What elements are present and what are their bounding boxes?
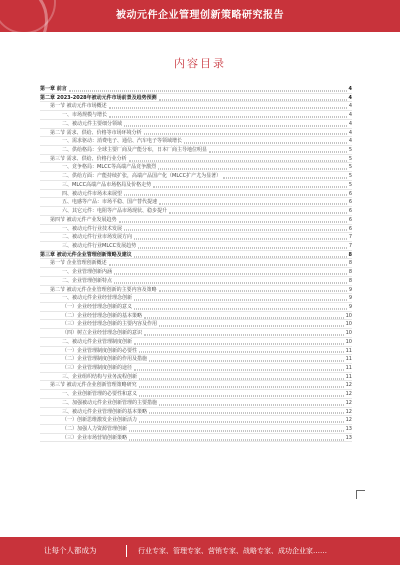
toc-entry[interactable] xyxy=(40,312,352,321)
toc-entry[interactable] xyxy=(40,408,352,417)
toc-entry-page: 12 xyxy=(345,417,352,424)
toc-entry-page: 4 xyxy=(348,129,352,136)
toc-entry-title: 三、被动元件企业管理创新的基本策略 xyxy=(62,408,148,415)
toc-entry[interactable] xyxy=(40,207,352,216)
toc-leader-dots xyxy=(184,143,347,144)
toc-entry-page: 5 xyxy=(348,155,352,162)
toc-entry-title: 一、需求驱动：消费电子、通信、汽车电子等领域增长 xyxy=(62,138,183,145)
toc-entry-page: 12 xyxy=(345,391,352,398)
toc-entry[interactable] xyxy=(40,347,352,356)
toc-entry-page: 10 xyxy=(345,330,352,337)
toc-entry-page: 4 xyxy=(348,138,352,145)
toc-entry[interactable] xyxy=(40,381,352,390)
toc-entry-title: 第一节 被动元件市场概述 xyxy=(50,103,107,110)
toc-entry[interactable] xyxy=(40,129,352,138)
footer-band xyxy=(0,537,400,565)
toc-leader-dots xyxy=(139,422,344,423)
toc-entry-page: 6 xyxy=(348,190,352,197)
toc-entry[interactable] xyxy=(40,137,352,146)
toc-entry[interactable] xyxy=(40,225,352,234)
toc-entry-page: 11 xyxy=(345,373,352,380)
toc-entry-page: 7 xyxy=(348,242,352,249)
toc-entry[interactable] xyxy=(40,146,352,155)
toc-leader-dots xyxy=(139,396,344,397)
toc-entry-title: 一、企业创新管理的必要性和意义 xyxy=(62,391,138,398)
toc-leader-dots xyxy=(223,178,347,179)
toc-leader-dots xyxy=(134,300,347,301)
toc-entry-title: 一、被动元件行业技术发展 xyxy=(62,225,123,232)
toc-leader-dots xyxy=(109,108,347,109)
toc-leader-dots xyxy=(144,134,347,135)
toc-entry-title: 第二节 被动元件企业管理创新的主要内容及策略 xyxy=(50,286,157,293)
toc-entry-page: 8 xyxy=(348,269,352,276)
toc-leader-dots xyxy=(124,230,347,231)
toc-entry-title: 二、被动元件企业管理制度创新 xyxy=(62,338,133,345)
toc-entry-page: 8 xyxy=(348,251,352,258)
toc-entry-page: 5 xyxy=(348,164,352,171)
toc-leader-dots xyxy=(139,378,344,379)
footer-tagline: 行业专家、管理专家、营销专家、战略专家、成功企业家…… xyxy=(138,547,327,555)
toc-leader-dots xyxy=(153,186,347,187)
toc-entry[interactable] xyxy=(40,111,352,120)
toc-leader-dots xyxy=(158,169,347,170)
toc-entry-title: 五、电感等产品：市场平稳、国产替代提速 xyxy=(62,199,158,206)
toc-leader-dots xyxy=(124,195,347,196)
toc-leader-dots xyxy=(139,352,344,353)
toc-entry-page: 12 xyxy=(345,399,352,406)
toc-leader-dots xyxy=(129,160,347,161)
toc-entry[interactable] xyxy=(40,242,352,251)
toc-entry-title: 第一节 企业管理创新概述 xyxy=(50,260,107,267)
toc-leader-dots xyxy=(134,239,347,240)
toc-entry-page: 4 xyxy=(348,112,352,119)
toc-entry-title: 一、被动元件企业经营理念创新 xyxy=(62,295,133,302)
toc-leader-dots xyxy=(114,282,347,283)
toc-entry-page: 5 xyxy=(348,147,352,154)
toc-row-rule xyxy=(40,441,352,442)
toc-entry[interactable] xyxy=(40,416,352,425)
toc-leader-dots xyxy=(134,343,344,344)
toc-entry-page: 12 xyxy=(345,382,352,389)
toc-leader-dots xyxy=(124,125,347,126)
toc-entry-title: 第三节 被动元件企业创新管理策略研究 xyxy=(50,382,137,389)
toc-entry-page: 12 xyxy=(345,408,352,415)
toc-entry-page: 13 xyxy=(345,434,352,441)
toc-entry-page: 5 xyxy=(348,173,352,180)
toc-entry-page: 13 xyxy=(345,426,352,433)
toc-leader-dots xyxy=(109,117,347,118)
toc-entry[interactable] xyxy=(40,399,352,408)
toc-entry-title: （三）企业市场营销创新策略 xyxy=(62,434,128,441)
toc-entry-page: 4 xyxy=(348,120,352,127)
toc-entry-page: 10 xyxy=(345,321,352,328)
toc-leader-dots xyxy=(69,90,347,91)
toc-entry-page: 11 xyxy=(345,347,352,354)
toc-leader-dots xyxy=(129,430,344,431)
toc-entry-title: 三、MLCC高端产品市场格局及价格走势 xyxy=(62,181,152,188)
toc-entry[interactable] xyxy=(40,102,352,111)
toc-entry-title: 二、加强被动元件企业创新管理的主要措施 xyxy=(62,399,158,406)
toc-entry[interactable] xyxy=(40,172,352,181)
toc-entry[interactable] xyxy=(40,338,352,347)
toc-entry-page: 6 xyxy=(348,216,352,223)
toc-entry-page: 9 xyxy=(348,303,352,310)
toc-entry[interactable] xyxy=(40,434,352,443)
toc-entry-page: 10 xyxy=(345,338,352,345)
toc-entry[interactable] xyxy=(40,294,352,303)
toc-entry-page: 8 xyxy=(348,277,352,284)
toc-leader-dots xyxy=(149,361,344,362)
toc-entry-page: 9 xyxy=(348,295,352,302)
toc-entry-page: 9 xyxy=(348,286,352,293)
toc-entry-page: 6 xyxy=(348,225,352,232)
toc-entry-title: 六、其它元件：电阻等产品市场现状、稳步提升 xyxy=(62,208,168,215)
toc-entry-page: 5 xyxy=(348,181,352,188)
toc-entry-title: 第三节 需求、供给、价格行业分析 xyxy=(50,155,127,162)
toc-leader-dots xyxy=(134,308,347,309)
toc-entry[interactable] xyxy=(40,329,352,338)
toc-entry-title: 一、企业管理创新内涵 xyxy=(62,269,113,276)
toc-entry[interactable] xyxy=(40,155,352,164)
toc-leader-dots xyxy=(149,413,344,414)
toc-entry[interactable] xyxy=(40,268,352,277)
toc-leader-dots xyxy=(134,369,344,370)
toc-entry[interactable] xyxy=(40,94,352,103)
toc-entry[interactable] xyxy=(40,390,352,399)
toc-entry[interactable] xyxy=(40,181,352,190)
toc-leader-dots xyxy=(114,273,347,274)
footer-slogan: 让每个人都成为 xyxy=(44,546,97,555)
report-title: 被动元件企业管理创新策略研究报告 xyxy=(116,10,284,21)
toc-leader-dots xyxy=(144,317,344,318)
toc-entry-title: 第三章 被动元件企业管理创新策略及建议 xyxy=(40,251,132,258)
toc-leader-dots xyxy=(134,256,347,257)
toc-entry-title: （四）树立企业经营理念创新的意识 xyxy=(62,330,143,337)
toc-entry-title: （一）创新思维激发企业创新活力 xyxy=(62,417,138,424)
toc-leader-dots xyxy=(159,291,347,292)
toc-entry[interactable] xyxy=(40,216,352,225)
toc-entry[interactable] xyxy=(40,286,352,295)
toc-entry-page: 10 xyxy=(345,312,352,319)
toc-entry-title: 一、市场规模与增长 xyxy=(62,112,108,119)
toc-entry[interactable] xyxy=(40,190,352,199)
toc-leader-dots xyxy=(138,247,347,248)
toc-entry-page: 6 xyxy=(348,199,352,206)
toc-entry-page: 7 xyxy=(348,234,352,241)
toc-leader-dots xyxy=(159,404,344,405)
toc-entry-title: （一）企业经营理念创新的意义 xyxy=(62,303,133,310)
toc-leader-dots xyxy=(209,151,347,152)
toc-entry-title: （二）企业管理制度创新的作用及措施 xyxy=(62,356,148,363)
toc-leader-dots xyxy=(119,221,347,222)
toc-entry-page: 4 xyxy=(348,103,352,110)
toc-entry-page: 4 xyxy=(348,86,352,92)
toc-entry[interactable] xyxy=(40,425,352,434)
toc-entry-title: （二）企业经营理念创新的基本策略 xyxy=(62,312,143,319)
toc-entry[interactable] xyxy=(40,198,352,207)
toc-leader-dots xyxy=(159,326,344,327)
report-header-band xyxy=(0,0,400,32)
toc-leader-dots xyxy=(109,265,347,266)
toc-entry-title: 第二章 2023-2028年被动元件市场前景及趋势预测 xyxy=(40,94,157,101)
toc-entry[interactable] xyxy=(40,259,352,268)
page-corner-mark xyxy=(356,490,365,499)
toc-entry-title: 三、被动元件行业MLCC发展趋势 xyxy=(62,242,137,249)
toc-entry[interactable] xyxy=(40,320,352,329)
toc-leader-dots xyxy=(139,387,344,388)
toc-entry-title: 三、企业组织结构与业务流程创新 xyxy=(62,373,138,380)
toc-leader-dots xyxy=(159,204,347,205)
toc-leader-dots xyxy=(159,99,347,100)
toc-entry-title: 四、被动元件市场未来展望 xyxy=(62,190,123,197)
footer-divider xyxy=(126,545,127,557)
toc-entry-title: （二）加强人力资源管理创新 xyxy=(62,426,128,433)
toc-entry[interactable] xyxy=(40,85,352,94)
toc-entry-title: （一）企业管理制度创新的必要性 xyxy=(62,347,138,354)
toc-entry-title: （三）企业管理制度创新的途径 xyxy=(62,365,133,371)
toc-entry-title: 一、竞争格局：MLCC等高端产品竞争激烈 xyxy=(62,164,157,171)
toc-entry-page: 11 xyxy=(345,365,352,371)
toc-leader-dots xyxy=(129,439,344,440)
table-of-contents xyxy=(40,85,352,442)
toc-entry-title: 第一章 前言 xyxy=(40,86,67,92)
toc-entry[interactable] xyxy=(40,233,352,242)
toc-entry[interactable] xyxy=(40,355,352,364)
toc-entry-page: 4 xyxy=(348,94,352,101)
toc-leader-dots xyxy=(144,334,344,335)
toc-entry-title: 二、供给格局：全球主要厂商及产能分布，日本厂商主导地位明显 xyxy=(62,147,208,154)
toc-heading: 内容目录 xyxy=(174,57,226,70)
toc-entry-title: 二、被动元件主要细分领域 xyxy=(62,120,123,127)
toc-entry[interactable] xyxy=(40,120,352,129)
toc-entry-page: 8 xyxy=(348,260,352,267)
toc-entry[interactable] xyxy=(40,364,352,373)
toc-entry-page: 6 xyxy=(348,208,352,215)
toc-entry-title: 第二节 需求、供给、价格等市场环境分析 xyxy=(50,129,142,136)
toc-entry[interactable] xyxy=(40,373,352,382)
toc-entry-page: 11 xyxy=(345,356,352,363)
toc-entry-title: 第四节 被动元件产业发展趋势 xyxy=(50,216,117,223)
toc-entry[interactable] xyxy=(40,303,352,312)
toc-entry-title: （三）企业经营理念创新的主要内容及作用 xyxy=(62,321,158,328)
toc-entry-title: 二、企业管理创新特点 xyxy=(62,277,113,284)
toc-entry[interactable] xyxy=(40,277,352,286)
toc-entry-title: 二、供给方面：产能持续扩张，高端产品国产化（MLCC扩产尤为显著） xyxy=(62,173,222,180)
toc-entry-title: 二、被动元件行业市场发展方向 xyxy=(62,234,133,241)
toc-entry[interactable] xyxy=(40,163,352,172)
toc-entry[interactable] xyxy=(40,251,352,260)
toc-leader-dots xyxy=(169,212,347,213)
